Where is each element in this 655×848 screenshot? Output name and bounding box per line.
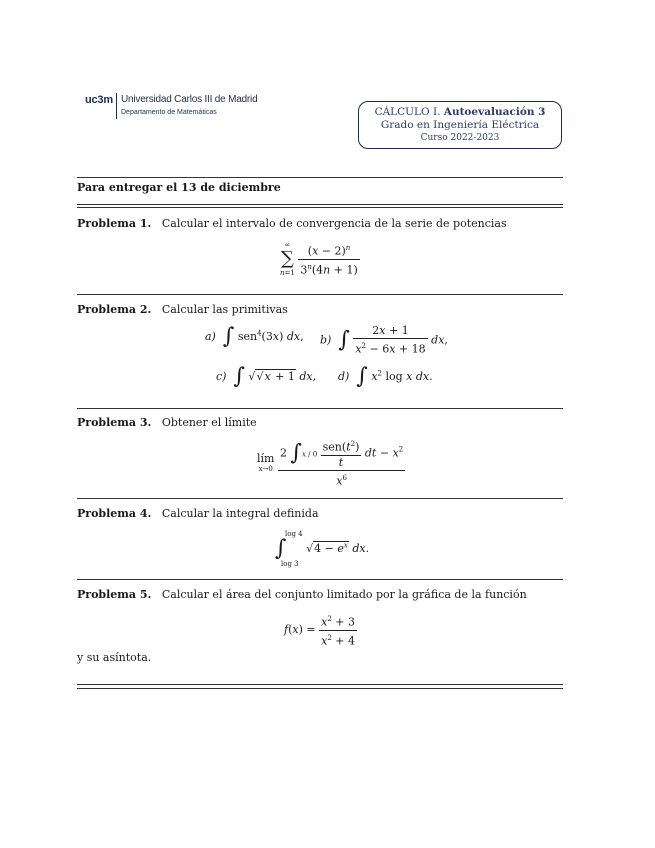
primitive-b: b) ∫ $\frac{2x + 1}{x^2 - 6x + 18}$ dx, [320,324,448,356]
problem-label: Problema 4. [77,507,152,520]
divider [77,498,563,499]
university-name: Universidad Carlos III de Madrid [121,94,258,105]
course-year: Curso 2022-2023 [420,133,500,143]
item-label: c) [216,370,227,383]
primitive-a: a) ∫ sen$^4$(3x) dx, [205,324,304,349]
divider [77,294,563,295]
lim-subscript: x→0 [258,464,273,473]
divider [77,408,563,409]
problem-label: Problema 2. [77,303,152,316]
problem-4 [77,507,319,520]
problem-label: Problema 5. [77,588,152,601]
series-formula: ∞ ∑ n=1 $\frac{(x - 2)^n}{3^n(4n + 1)}$ [280,241,358,277]
problem-1 [77,217,507,230]
problem-5-closing: y su asíntota. [77,651,152,664]
logo-abbr: uc3m [85,94,113,106]
divider [77,207,563,208]
definite-integral: log 4 ∫ log 3 $√4 - e^x$ dx. [275,530,370,568]
problem-statement: Calcular el área del conjunto limitado por la gráfica de la función [161,588,527,601]
problem-statement: Obtener el límite [161,416,257,429]
assessment-title: Autoevaluación 3 [443,106,546,118]
primitive-d: d) ∫ $x^2$ log x dx. [338,364,433,389]
divider [77,579,563,580]
limit-formula: lím x→0 2 ∫x / 0 $\frac{sen(t^2)}{t}$ dt − $x^2$ $x^6$ [257,437,405,488]
university-logo [77,90,287,126]
deadline: Para entregar el 13 de diciembre [77,181,281,194]
divider [77,688,563,689]
divider [77,204,563,205]
divider [77,684,563,685]
lim-operator: lím [257,451,275,465]
divider [77,177,563,178]
item-label: a) [205,330,216,343]
item-label: b) [320,333,332,347]
item-label: d) [338,370,350,383]
primitive-c: c) ∫ √√x + 1 dx, [216,364,317,389]
problem-statement: Calcular el intervalo de convergencia de la serie de potencias [161,217,507,230]
degree-name: Grado en Ingeniería Eléctrica [380,119,540,131]
logo-divider [116,93,117,119]
course-info-box [358,101,562,149]
problem-5 [77,588,527,601]
problem-label: Problema 1. [77,217,152,230]
course-title: CÁLCULO I. [374,106,441,118]
problem-2 [77,303,288,316]
problem-3 [77,416,257,429]
function-definition: f(x) = $\frac{x^2 + 3}{x^2 + 4}$ [284,612,357,648]
problem-label: Problema 3. [77,416,152,429]
problem-statement: Calcular la integral definida [161,507,319,520]
department-name: Departamento de Matemáticas [121,109,217,116]
problem-statement: Calcular las primitivas [161,303,288,316]
